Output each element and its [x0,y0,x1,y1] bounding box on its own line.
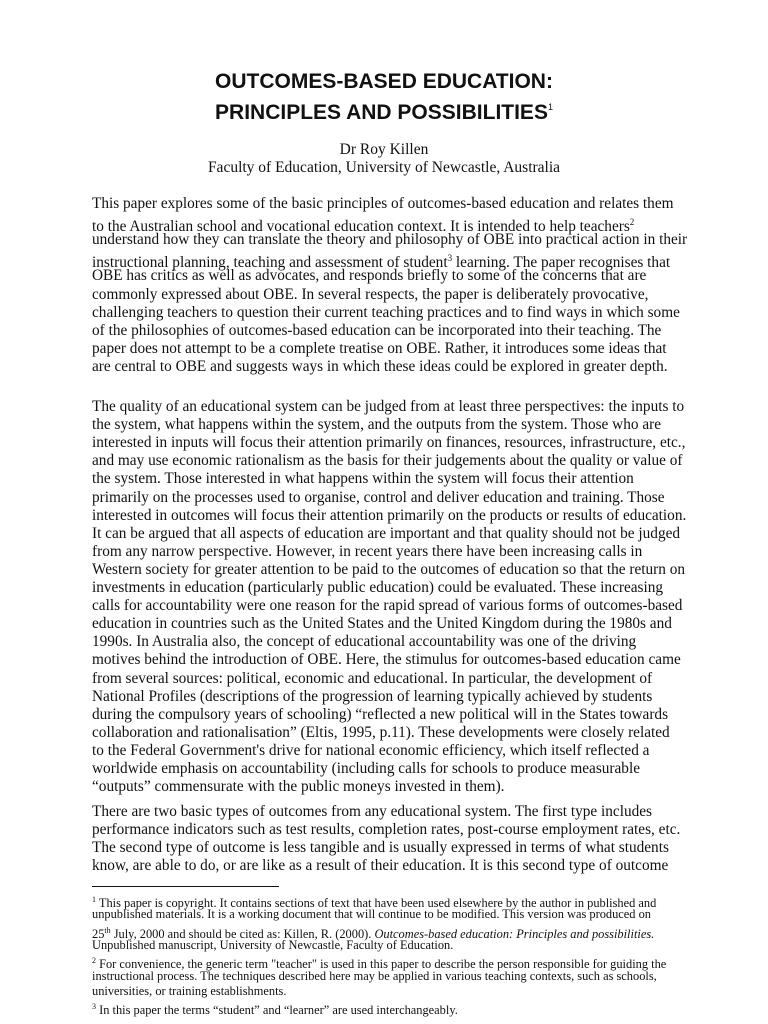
author-name: Dr Roy Killen [339,141,429,158]
footnote-line: 25th July, 2000 and should be cited as: Killen, R. (2000). Outcomes-based education: Principles and possibilities. [92,925,655,941]
footnote-marker: th [104,925,111,935]
title-line-2-text: PRINCIPLES AND POSSIBILITIES [215,101,548,124]
footnote-line: universities, or training establishments. [92,983,287,998]
paragraph-2-line: and may use economic rationalism as the basis for their judgements about the quality or value of [92,452,683,470]
footnote-line: unpublished materials. It is a working document that will continue to be modified. This version was produced on [92,907,651,922]
footnote-line: $^2$ For convenience, the generic term "teacher" is used in this paper to describe the person responsible for guiding the [92,956,667,972]
paragraph-2-line: to the Federal Government's drive for national economic efficiency, which itself reflected a [92,741,650,759]
title-line-2 [0,95,768,125]
footnote-marker: 2 [629,217,635,228]
paragraph-1-line: understand how they can translate the theory and philosophy of OBE into practical action in their [92,231,688,249]
footnote-line: instructional process. The techniques described here may be applied in various teaching contexts, such as schools, [92,968,657,983]
footnote-marker: 1 [92,895,96,904]
paragraph-1-line: to the Australian school and vocational education context. It is intended to help teachers$^2$ [92,217,635,236]
footnote-marker: 2 [92,956,96,966]
paragraph-3-line: know, are able to do, or are like as a result of their education. It is this second type of outcome [92,857,669,875]
paragraph-3-line: performance indicators such as test results, completion rates, post-course employment rates, etc. [92,821,681,839]
paragraph-2-line: worldwide emphasis on accountability (including calls for schools to produce measurable [92,760,640,777]
footnote-marker: 3 [447,253,453,264]
paragraph-2-line: primarily on the processes used to organise, control and deliver education and training. Those [92,488,665,506]
footnote-line: Unpublished manuscript, University of Newcastle, Faculty of Education. [92,937,454,952]
paragraph-1-line: instructional planning, teaching and assessment of student$^3$ learning. The paper recognises that [92,253,671,272]
title-footnote-mark: 1 [547,102,553,112]
title-line-1: OUTCOMES-BASED EDUCATION: [215,70,553,93]
footnote-separator [92,886,279,887]
paragraph-2-line: 1990s. In Australia also, the concept of educational accountability was one of the driving [92,633,637,651]
paragraph-2-line: Western society for greater attention to be paid to the outcomes of education so that the return on [92,560,686,578]
paragraph-3-line: The second type of outcome is less tangible and is usually expressed in terms of what students [92,839,669,857]
paragraph-2-line: The quality of an educational system can be judged from at least three perspectives: the inputs to [92,398,685,415]
paragraph-1-line: paper does not attempt to be a complete treatise on OBE. Rather, it introduces some ideas that [92,339,667,357]
paragraph-2-line: collaboration and rationalisation” (Eltis, 1995, p.11). These developments were closely related [92,723,670,741]
citation-title: Outcomes-based education: Principles and possibilities. [374,926,655,941]
paragraph-2-line: the system, what happens within the system, and the outputs from the system. Those who are [92,416,662,434]
paragraph-1-line: This paper explores some of the basic principles of outcomes-based education and relates them [92,195,674,212]
paragraph-2-line: interested in inputs will focus their attention primarily on finances, resources, infrastructure, etc., [92,434,686,452]
paragraph-1-line: are central to OBE and suggests ways in which these ideas could be explored in greater depth. [92,357,668,375]
paragraph-2-line: interested in outcomes will focus their attention primarily on the products or results of education. [92,506,687,524]
paragraph-2-line: It can be argued that all aspects of education are important and that quality should not be judged [92,524,681,542]
author-affiliation: Faculty of Education, University of Newcastle, Australia [207,159,561,176]
footnote-marker: 3 [92,1002,96,1012]
paragraph-2-line: during the compulsory years of schooling) “reflected a new political will in the States towards [92,705,669,723]
paragraph-2-line: investments in education (particularly public education) could be evaluated. These increasing [92,579,664,596]
paragraph-1-line: commonly expressed about OBE. In several respects, the paper is deliberately provocative, [92,285,649,303]
footnote-line: $^1$ This paper is copyright. It contains sections of text that have been used elsewhere by the author in published and [92,895,657,910]
paragraph-1-line: of the philosophies of outcomes-based education can be incorporated into their teaching. The [92,321,662,339]
paragraph-3-line: There are two basic types of outcomes from any educational system. The first type includes [92,803,653,820]
paragraph-2-line: the system. Those interested in what happens within the system will focus their attention [92,470,634,488]
paragraph-2-line: education in countries such as the United States and the United Kingdom during the 1980s and [92,615,672,633]
paragraph-1-line: OBE has critics as well as advocates, and responds briefly to some of the concerns that are [92,267,647,285]
paragraph-2-line: motives behind the introduction of OBE. Here, the stimulus for outcomes-based education came [92,651,681,669]
paragraph-2-line: “outputs” commensurate with the public moneys invested in them). [92,778,505,796]
paragraph-2-line: National Profiles (descriptions of the progression of learning typically achieved by students [92,687,653,705]
paragraph-1-line: challenging teachers to question their current teaching practices and to find ways in which some [92,303,680,321]
paragraph-2-line: from any narrow perspective. However, in recent years there have been increasing calls in [92,542,643,560]
footnote-line: $^3$ In this paper the terms “student” and “learner” are used interchangeably. [92,1002,458,1018]
paragraph-2-line: calls for accountability were one reason for the rapid spread of various forms of outcomes-based [92,597,683,615]
paragraph-2-line: from several sources: political, economic and educational. In particular, the development of [92,669,653,687]
